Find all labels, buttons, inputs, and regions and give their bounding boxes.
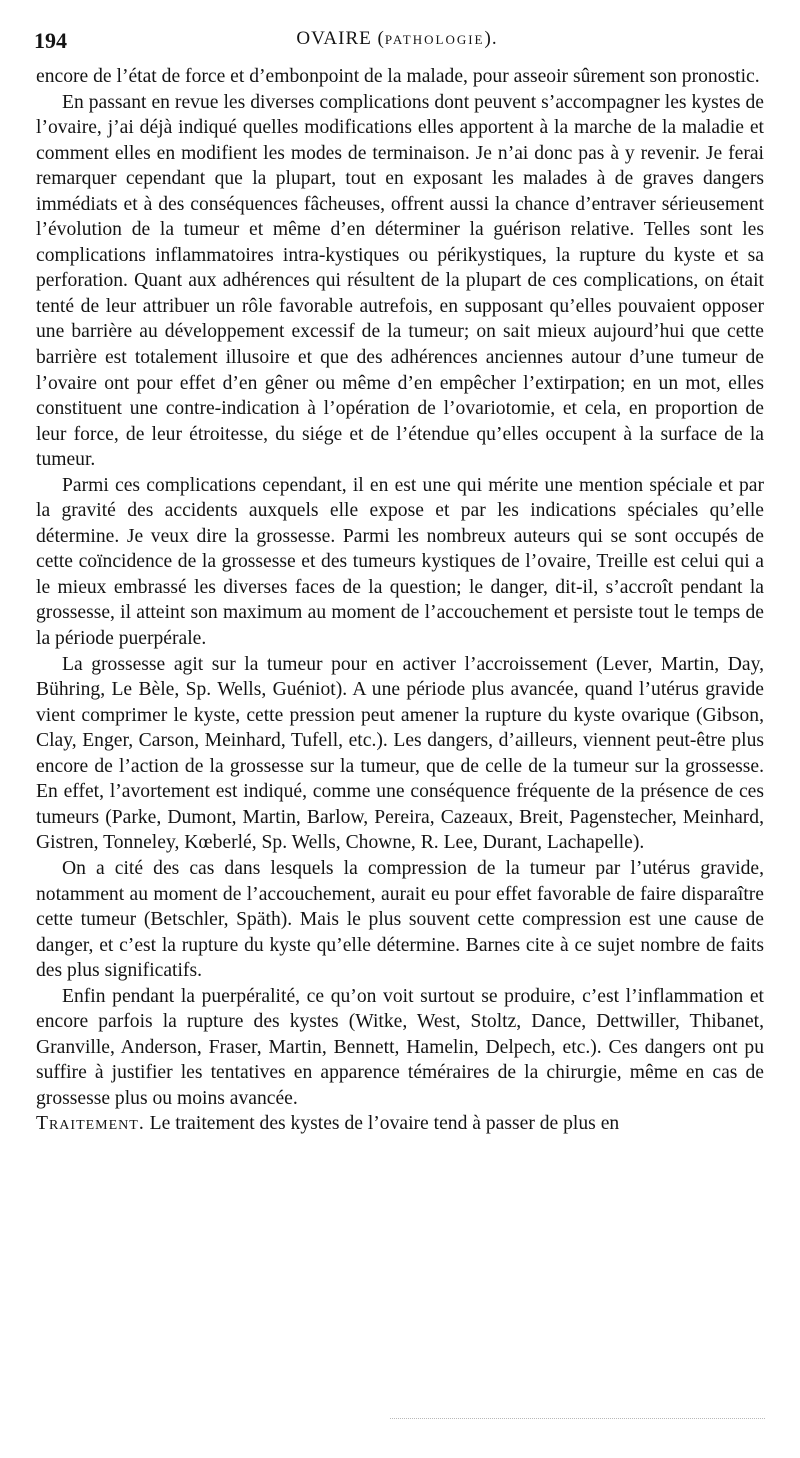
- paragraph-traitement: [36, 1111, 764, 1137]
- body-text: [36, 64, 764, 1137]
- page-header: [34, 28, 760, 62]
- paragraph-traitement-text: Le traitement des kystes de l’ovaire tend à passer de plus en: [144, 1113, 620, 1135]
- footer-rule: [390, 1418, 765, 1419]
- running-title: [34, 28, 760, 50]
- paragraph-grossesse: Parmi ces complications cependant, il en est une qui mérite une mention spéciale et par la gravité des accidents auxquels elle expose et par les indications spéciales qu’elle détermine. Je veux dire la grossesse. Parmi les nombreux auteurs qui se sont occupés de cette coïncidence de la grossesse et des tumeurs kystiques de l’ovaire, Treille est celui qui a le mieux embrassé les diverses faces de la question; le danger, dit-il, s’accroît pendant la grossesse, il atteint son maximum au moment de l’accouchement et persiste tout le temps de la période puerpérale.: [36, 474, 764, 650]
- running-title-subtitle: PATHOLOGIE: [384, 32, 485, 47]
- paragraph-accroissement: La grossesse agit sur la tumeur pour en activer l’accroissement (Lever, Martin, Day, Bühring, Le Bèle, Sp. Wells, Guéniot). A une période plus avancée, quand l’utérus gravide vient comprimer le kyste, cette pression peut amener la rupture du kyste ovarique (Gibson, Clay, Enger, Carson, Meinhard, Tufell, etc.). Les dangers, d’ailleurs, viennent peut-être plus encore de l’action de la grossesse sur la tumeur, que de celle de la tumeur sur la grossesse. En effet, l’avortement est indiqué, comme une conséquence fréquente de la présence de ces tumeurs (Parke, Dumont, Martin, Barlow, Pereira, Cazeaux, Breit, Pagenstecher, Meinhard, Gistren, Tonneley, Kœberlé, Sp. Wells, Chowne, R. Lee, Durant, Lachapelle).: [36, 653, 764, 854]
- page-number: 194: [34, 28, 67, 53]
- paragraph-continuation: encore de l’état de force et d’embonpoint de la malade, pour asseoir sûrement son pronostic.: [36, 66, 760, 87]
- running-title-end: ).: [484, 28, 498, 49]
- paragraph-complications: En passant en revue les diverses complications dont peuvent s’accompagner les kystes de l’ovaire, j’ai déjà indiqué quelles modifications elles apportent à la marche de la maladie et comment elles en modifient les modes de terminaison. Je n’ai donc pas à y revenir. Je ferai remarquer cependant que la plupart, tout en exposant les malades à de graves dangers immédiats et à des conséquences fâcheuses, offrent aussi la chance d’entraver sérieusement l’évolution de la tumeur et même d’en déterminer la guérison relative. Telles sont les complications inflammatoires intra-kystiques ou périkystiques, la rupture du kyste et sa perforation. Quant aux adhérences qui résultent de la plupart de ces complications, on était tenté de leur attribuer un rôle favorable autrefois, en supposant qu’elles pouvaient opposer une barrière au développement excessif de la tumeur; on sait mieux aujourd’hui que cette barrière est totalement illusoire et que des adhérences anciennes autour d’une tumeur de l’ovaire ont pour effet d’en gêner ou même d’en empêcher l’extirpation; en un mot, elles constituent une contre-indication à l’opération de l’ovariotomie, et cela, en proportion de leur force, de leur étroitesse, du siége et de l’étendue qu’elles occupent à la surface de la tumeur.: [36, 91, 764, 471]
- running-title-main: OVAIRE (: [296, 28, 385, 49]
- section-heading-traitement: Traitement.: [36, 1113, 145, 1135]
- paragraph-puerperalite: Enfin pendant la puerpéralité, ce qu’on voit surtout se produire, c’est l’inflammation et encore parfois la rupture des kystes (Witke, West, Stoltz, Dance, Dettwiller, Thibanet, Granville, Anderson, Fraser, Martin, Bennett, Hamelin, Delpech, etc.). Ces dangers ont pu suffire à justifier les tentatives en apparence téméraires de la chirurgie, même en cas de grossesse plus ou moins avancée.: [36, 985, 764, 1109]
- paragraph-compression: On a cité des cas dans lesquels la compression de la tumeur par l’utérus gravide, notamment au moment de l’accouchement, aurait eu pour effet favorable de faire disparaître cette tumeur (Betschler, Späth). Mais le plus souvent cette compression est une cause de danger, et c’est la rupture du kyste qu’elle détermine. Barnes cite à ce sujet nombre de faits des plus significatifs.: [36, 857, 764, 982]
